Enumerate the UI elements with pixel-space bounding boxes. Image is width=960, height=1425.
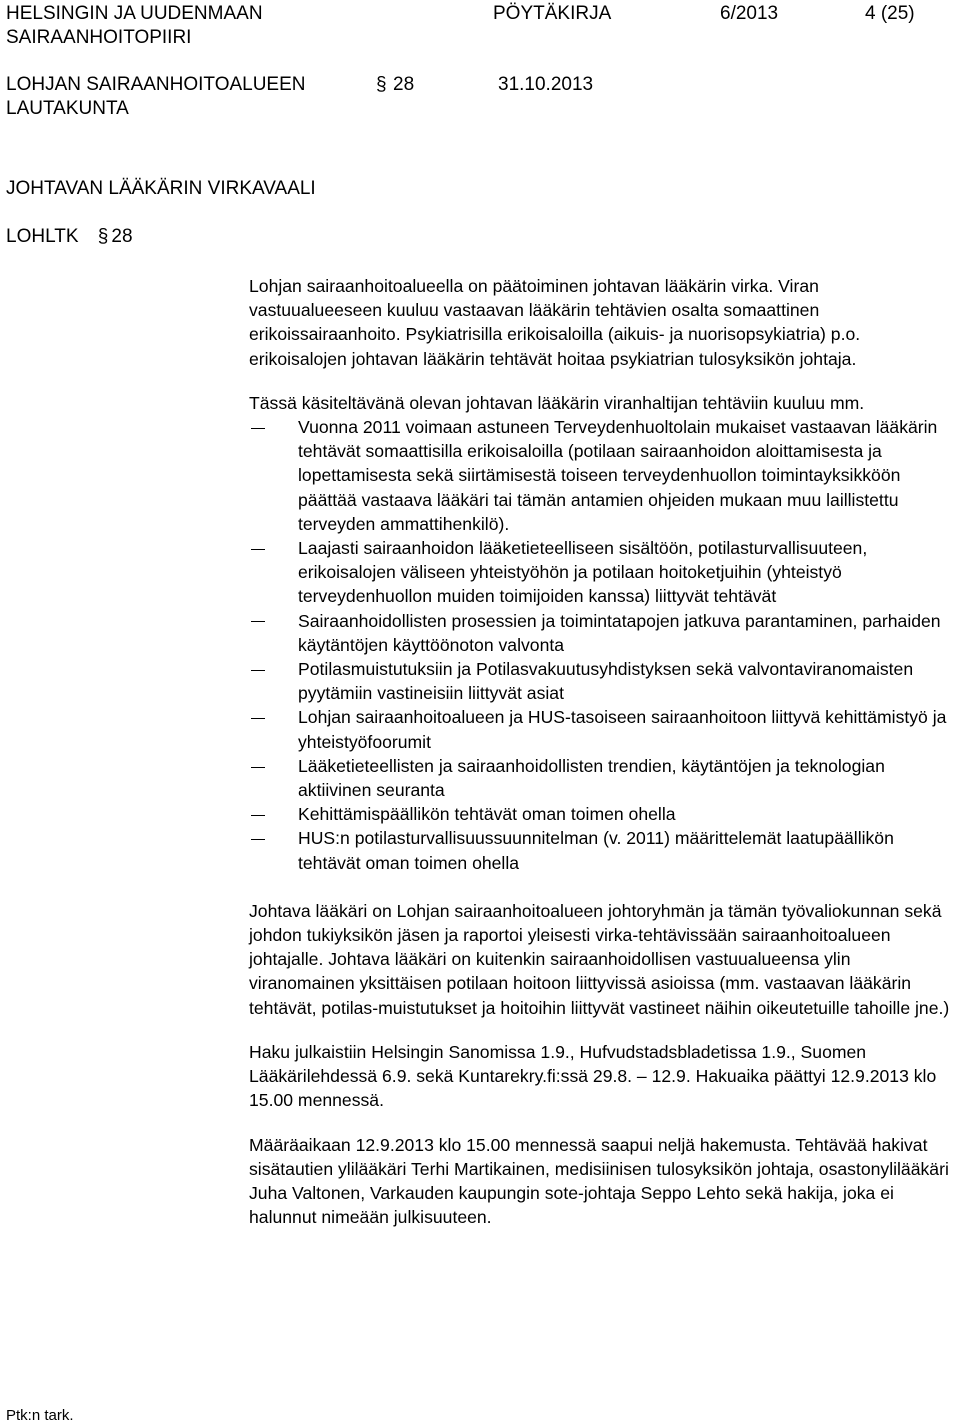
- dash-icon: [249, 609, 298, 633]
- list-item: Potilasmuistutuksiin ja Potilasvakuutusyhdistyksen sekä valvontaviranomaisten pyytämiin vastineisiin liittyvät asiat: [249, 657, 955, 705]
- list-item: Sairaanhoidollisten prosessien ja toimintatapojen jatkuva parantaminen, parhaiden käytäntöjen käyttöönoton valvonta: [249, 609, 955, 657]
- meeting-date: 31.10.2013: [498, 74, 594, 95]
- list-item: HUS:n potilasturvallisuussuunnitelman (v. 2011) määrittelemät laatupäällikön tehtävät oman toimen ohella: [249, 826, 955, 874]
- page-title: JOHTAVAN LÄÄKÄRIN VIRKAVAALI: [6, 178, 316, 199]
- dash-icon: [249, 415, 298, 439]
- dash-icon: [249, 802, 298, 826]
- deadline-paragraph: Määräaikaan 12.9.2013 klo 15.00 mennessä saapui neljä hakemusta. Tehtävää hakivat sisätautien ylilääkäri Terhi Martikainen, medisiinisen tulosyksikön johtaja, osastonylilääkäri Juha Valtonen, Varkauden kaupungin sote-johtaja Seppo Lehto sekä hakija, joka ei halunnut nimeään julkisuuteen.: [249, 1134, 949, 1228]
- dash-icon: [249, 536, 298, 560]
- list-item: Laajasti sairaanhoidon lääketieteelliseen sisältöön, potilasturvallisuuteen, erikoisalojen väliseen yhteistyöhön ja potilaan hoitoketjuihin (yhteistyö terveydenhuollon muiden toimijoiden kanssa) liittyvät tehtävät: [249, 536, 955, 609]
- list-item: Lohjan sairaanhoitoalueen ja HUS-tasoiseen sairaanhoitoon liittyvä kehittämistyö ja yhteistyöfoorumit: [249, 705, 955, 753]
- dash-icon: [249, 754, 298, 778]
- board-name-line2: LAUTAKUNTA: [6, 98, 129, 119]
- section-reference-mark: §: [97, 226, 109, 247]
- board-name-line1: LOHJAN SAIRAANHOITOALUEEN: [6, 74, 306, 95]
- doc-type: PÖYTÄKIRJA: [493, 3, 612, 24]
- org-name-line2: SAIRAANHOITOPIIRI: [6, 27, 192, 48]
- leadership-paragraph: Johtava lääkäri on Lohjan sairaanhoitoalueen johtoryhmän ja tämän työvaliokunnan sekä johdon tukiyksikön jäsen ja raportoi yleisesti virka-tehtävissään sairaanhoitoalueen johtajalle. Johtava lääkäri on kuitenkin sairaanhoidollisen vastuualueensa ylin viranomainen yksittäisen potilaan hoitoon liittyvissä asioissa (mm. vastaavan lääkärin tehtävät, potilas-muistutukset ja hoitoihin liittyvät vastineet näihin oikeutetuille tahoille jne.): [249, 900, 950, 1018]
- org-name-line1: HELSINGIN JA UUDENMAAN: [6, 3, 263, 24]
- duties-intro-paragraph: Tässä käsiteltävänä olevan johtavan lääkärin viranhaltijan tehtäviin kuuluu mm.: [249, 392, 865, 413]
- section-reference: [6, 225, 133, 249]
- list-item: Kehittämispäällikön tehtävät oman toimen ohella: [249, 802, 955, 826]
- minutes-initials-label: Ptk:n tark.: [6, 1407, 74, 1424]
- application-paragraph: Haku julkaistiin Helsingin Sanomissa 1.9., Hufvudstadsbladetissa 1.9., Suomen Lääkärilehdessä 6.9. sekä Kuntarekry.fi:ssä 29.8. – 12.9. Hakuaika päättyi 12.9.2013 klo 15.00 mennessä.: [249, 1041, 937, 1111]
- list-item: Vuonna 2011 voimaan astuneen Terveydenhuoltolain mukaiset vastaavan lääkärin tehtävät somaattisilla erikoisaloilla (potilaan sairaanhoidon aloittamisesta ja lopettamisesta sekä siirtämisestä toiseen terveydenhuollon toimintayksikköön päättää vastaava lääkäri tai tämän antamien ohjeiden mukaan muu laillistettu terveyden ammattihenkilö).: [249, 415, 955, 536]
- dash-icon: [249, 657, 298, 681]
- page-number: 4 (25): [865, 3, 915, 24]
- intro-paragraph: Lohjan sairaanhoitoalueella on päätoiminen johtavan lääkärin virka. Viran vastuualueeseen kuuluu vastaavan lääkärin tehtävien osalta somaattinen erikoissairaanhoito. Psykiatrisilla erikoisaloilla (aikuis- ja nuorisopsykiatria) p.o. erikoisalojen johtavan lääkärin tehtävät hoitaa psykiatrian tulosyksikön johtaja.: [249, 276, 861, 369]
- dash-icon: [249, 826, 298, 850]
- list-item: Lääketieteellisten ja sairaanhoidollisten trendien, käytäntöjen ja teknologian aktiivinen seuranta: [249, 754, 955, 802]
- section-reference-number: 28: [111, 226, 133, 247]
- doc-number: 6/2013: [720, 3, 779, 24]
- section-number: 28: [393, 74, 415, 95]
- section-mark: §: [376, 74, 387, 95]
- document-body: [249, 274, 955, 1229]
- section-reference-label: LOHLTK: [6, 226, 79, 247]
- dash-icon: [249, 705, 298, 729]
